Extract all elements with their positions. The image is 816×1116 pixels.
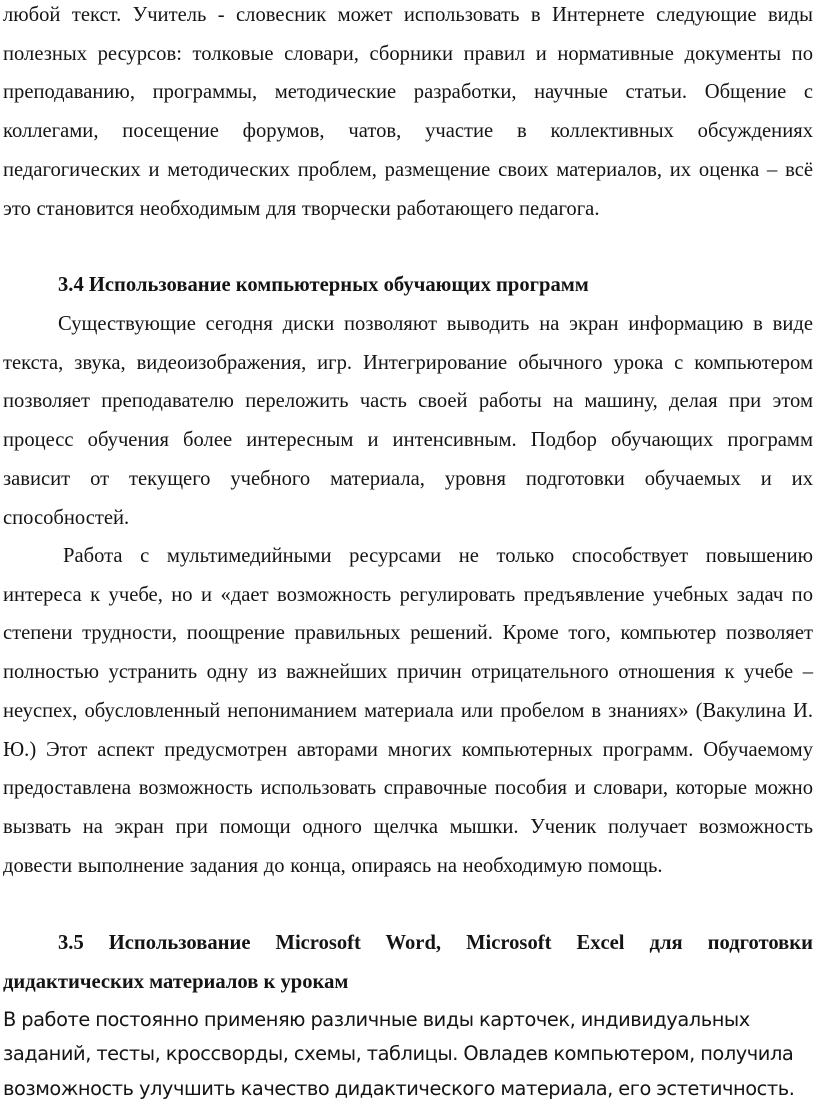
- section-3-5-paragraph-1: В работе постоянно применяю различные виды карточек, индивидуальных заданий, тесты, кроссворды, схемы, таблицы. Овладев компьютером, получила возможность улучшить качество дидактического материала, его эстетичность.: [3, 1008, 795, 1100]
- section-3-5-heading: 3.5 Использование Microsoft Word, Microsoft Excel для подготовки дидактических материалов к урокам: [3, 932, 813, 993]
- intro-paragraph: любой текст. Учитель - словесник может использовать в Интернете следующие виды полезных ресурсов: толковые словари, сборники правил и нормативные документы по преподаванию, программы, методические разработки, научные статьи. Общение с коллегами, посещение форумов, чатов, участие в коллективных обсуждениях педагогических и методических проблем, размещение своих материалов, их оценка – всё это становится необходимым для творчески работающего педагога.: [3, 4, 813, 220]
- section-3-4-paragraph-1: Существующие сегодня диски позволяют выводить на экран информацию в виде текста, звука, видеоизображения, игр. Интегрирование обычного урока с компьютером позволяет преподавателю переложить часть своей работы на машину, делая при этом процесс обучения более интересным и интенсивным. Подбор обучающих программ зависит от текущего учебного материала, уровня подготовки обучаемых и их способностей.: [3, 313, 813, 529]
- section-3-4-heading: 3.4 Использование компьютерных обучающих программ: [58, 274, 589, 296]
- section-3-4-paragraph-2: Работа с мультимедийными ресурсами не только способствует повышению интереса к учебе, но и «дает возможность регулировать предъявление учебных задач по степени трудности, поощрение правильных решений. Кроме того, компьютер позволяет полностью устранить одну из важнейших причин отрицательного отношения к учебе – неуспех, обусловленный непониманием материала или пробелом в знаниях» (Вакулина И. Ю.) Этот аспект предусмотрен авторами многих компьютерных программ. Обучаемому предоставлена возможность использовать справочные пособия и словари, которые можно вызвать на экран при помощи одного щелчка мышки. Ученик получает возможность довести выполнение задания до конца, опираясь на необходимую помощь.: [3, 545, 813, 877]
